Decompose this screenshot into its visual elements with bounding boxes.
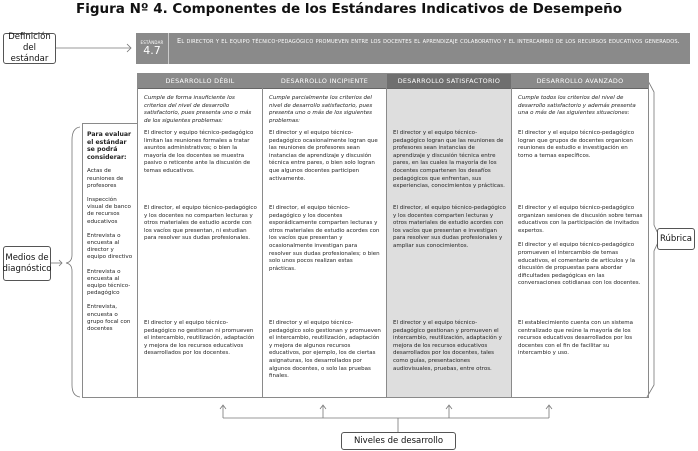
standard-label: ESTÁNDAR	[140, 40, 164, 45]
standard-number: 4.7	[143, 44, 161, 57]
level-header: DESARROLLO DÉBIL	[138, 74, 262, 89]
level-cell: El director y el equipo técnico-pedagógico logran que las reuniones de profesores sean instancias de aprendizaje y discusión técnica entre pares, en las cuales la mayoría de los docentes compartenen los desafíos pedagógicos que enfrentan, sus experiencias, conocimientos y prácticas.	[393, 130, 505, 190]
level-header: DESARROLLO SATISFACTORIO	[387, 74, 511, 89]
level-cell-paragraph: El director y el equipo técnico-pedagógico organizan sesiones de discusión sobre temas educativos con la participación de invitados expertos.	[518, 205, 643, 234]
standard-bar	[136, 33, 690, 64]
medios-item: Actas de reuniones de profesores	[87, 168, 124, 189]
level-header: DESARROLLO INCIPIENTE	[263, 74, 386, 89]
level-column-satisfactorio	[387, 74, 512, 397]
level-cell: El director, el equipo técnico-pedagógico y los docentes no comparten lecturas y otros materiales de estudio acorde con los vacíos que presentan, ni estudian para resolver sus dudas profesionales.	[144, 205, 257, 242]
level-column-debil	[138, 74, 263, 397]
level-header: DESARROLLO AVANZADO	[512, 74, 648, 89]
standard-text: El director y el equipo técnico-pedagógico promueven entre los docentes el aprendizaje colaborativo y el intercambio de los recursos educativos generados.	[177, 37, 680, 45]
medios-item: Inspección visual de banco de recursos educativos	[87, 196, 131, 225]
level-cell: El director y el equipo técnico-pedagógico no gestionan ni promueven el intercambio, reutilización, adaptación y mejora de los recursos educativos desarrollados por los docentes.	[144, 320, 255, 357]
niveles-callout: Niveles de desarrollo	[341, 432, 456, 450]
standard-number-box	[136, 33, 169, 64]
definicion-callout: Definición del estándar	[3, 33, 56, 64]
medios-heading: Para evaluar el estándar se podrá considerar:	[87, 131, 132, 161]
level-cell: El director y el equipo técnico-pedagógico solo gestionan y promueven el intercambio, reutilización, adaptación y mejora de algunos recursos educativos, por ejemplo, los de ciertas asignaturas, los desarrollados por algunos docentes, o solo las pruebas finales.	[269, 320, 381, 380]
level-cell: El director y el equipo técnico-pedagógico logran que grupos de docentes organicen reuniones de estudio e investigación en torno a temas específicos.	[518, 130, 635, 159]
level-cell: El director, el equipo técnico-pedagógico y los docentes comparten lecturas y otros materiales de estudio acordes con los vacíos que presentan e investigan para resolver sus dudas profesionales y ampliar sus conocimientos.	[393, 205, 506, 249]
level-cell	[518, 205, 643, 288]
level-cell: El establecimiento cuenta con un sistema centralizado que reúne la mayoría de los recursos educativos desarrollados por los docentes con el fin de facilitar su intercambio y uso.	[518, 320, 634, 357]
level-column-avanzado	[512, 74, 648, 397]
level-cell: El director y el equipo técnico-pedagógico gestionan y promueven el intercambio, reutilización, adaptación y mejora de los recursos educativos desarrollados por los docentes, tales como guías, presentaciones audiovisuales, pruebas, entre otros.	[393, 320, 502, 372]
level-intro: Cumple todos los criterios del nivel de desarrollo satisfactorio y además presenta una o más de las siguientes situaciones:	[518, 95, 636, 117]
rubric-table	[137, 73, 649, 398]
figure-title: Figura Nº 4. Componentes de los Estándares Indicativos de Desempeño	[75, 1, 623, 17]
level-cell: El director, el equipo técnico-pedagógico y los docentes esporádicamente comparten lecturas y otros materiales de estudio acordes con los vacíos que presentan y ocasionalmente investigan para resolver sus dudas profesionales; o bien solo unos pocos realizan estas prácticas.	[269, 205, 380, 272]
medios-item: Entrevista o encuesta al director y equipo directivo	[87, 232, 133, 261]
medios-callout: Medios de diagnóstico	[3, 246, 51, 281]
level-cell: El director y el equipo técnico-pedagógico ocasionalmente logran que las reuniones de profesores sean instancias de aprendizaje y discusión técnica entre pares, o bien solo logran que algunos docentes participen activamente.	[269, 130, 378, 182]
rubrica-callout: Rúbrica	[657, 228, 695, 250]
level-intro: Cumple parcialmente los criterios del nivel de desarrollo satisfactorio, pues presenta uno o más de los siguientes problemas:	[269, 95, 373, 124]
level-intro: Cumple de forma insuficiente los criterios del nivel de desarrollo satisfactorio, pues presenta uno o más de los siguientes problemas:	[144, 95, 252, 124]
level-column-incipiente	[263, 74, 387, 397]
level-cell-paragraph: El director y el equipo técnico-pedagógico promueven el intercambio de temas educativos, el comentario de artículos y la discusión de propuestas para abordar dificultades pedagógicas en las conversaciones cotidianas con los docentes.	[518, 242, 641, 287]
level-cell: El director y equipo técnico-pedagógico limitan las reuniones formales a tratar asuntos administrativos; o bien la mayoría de los docentes se muestra pasivo o reticente ante la discusión de temas educativos.	[144, 130, 254, 174]
medios-column	[82, 123, 138, 398]
medios-item: Entrevista o encuesta al equipo técnico-pedagógico	[87, 268, 131, 297]
medios-item: Entrevista, encuesta o grupo focal con docentes	[87, 304, 131, 333]
